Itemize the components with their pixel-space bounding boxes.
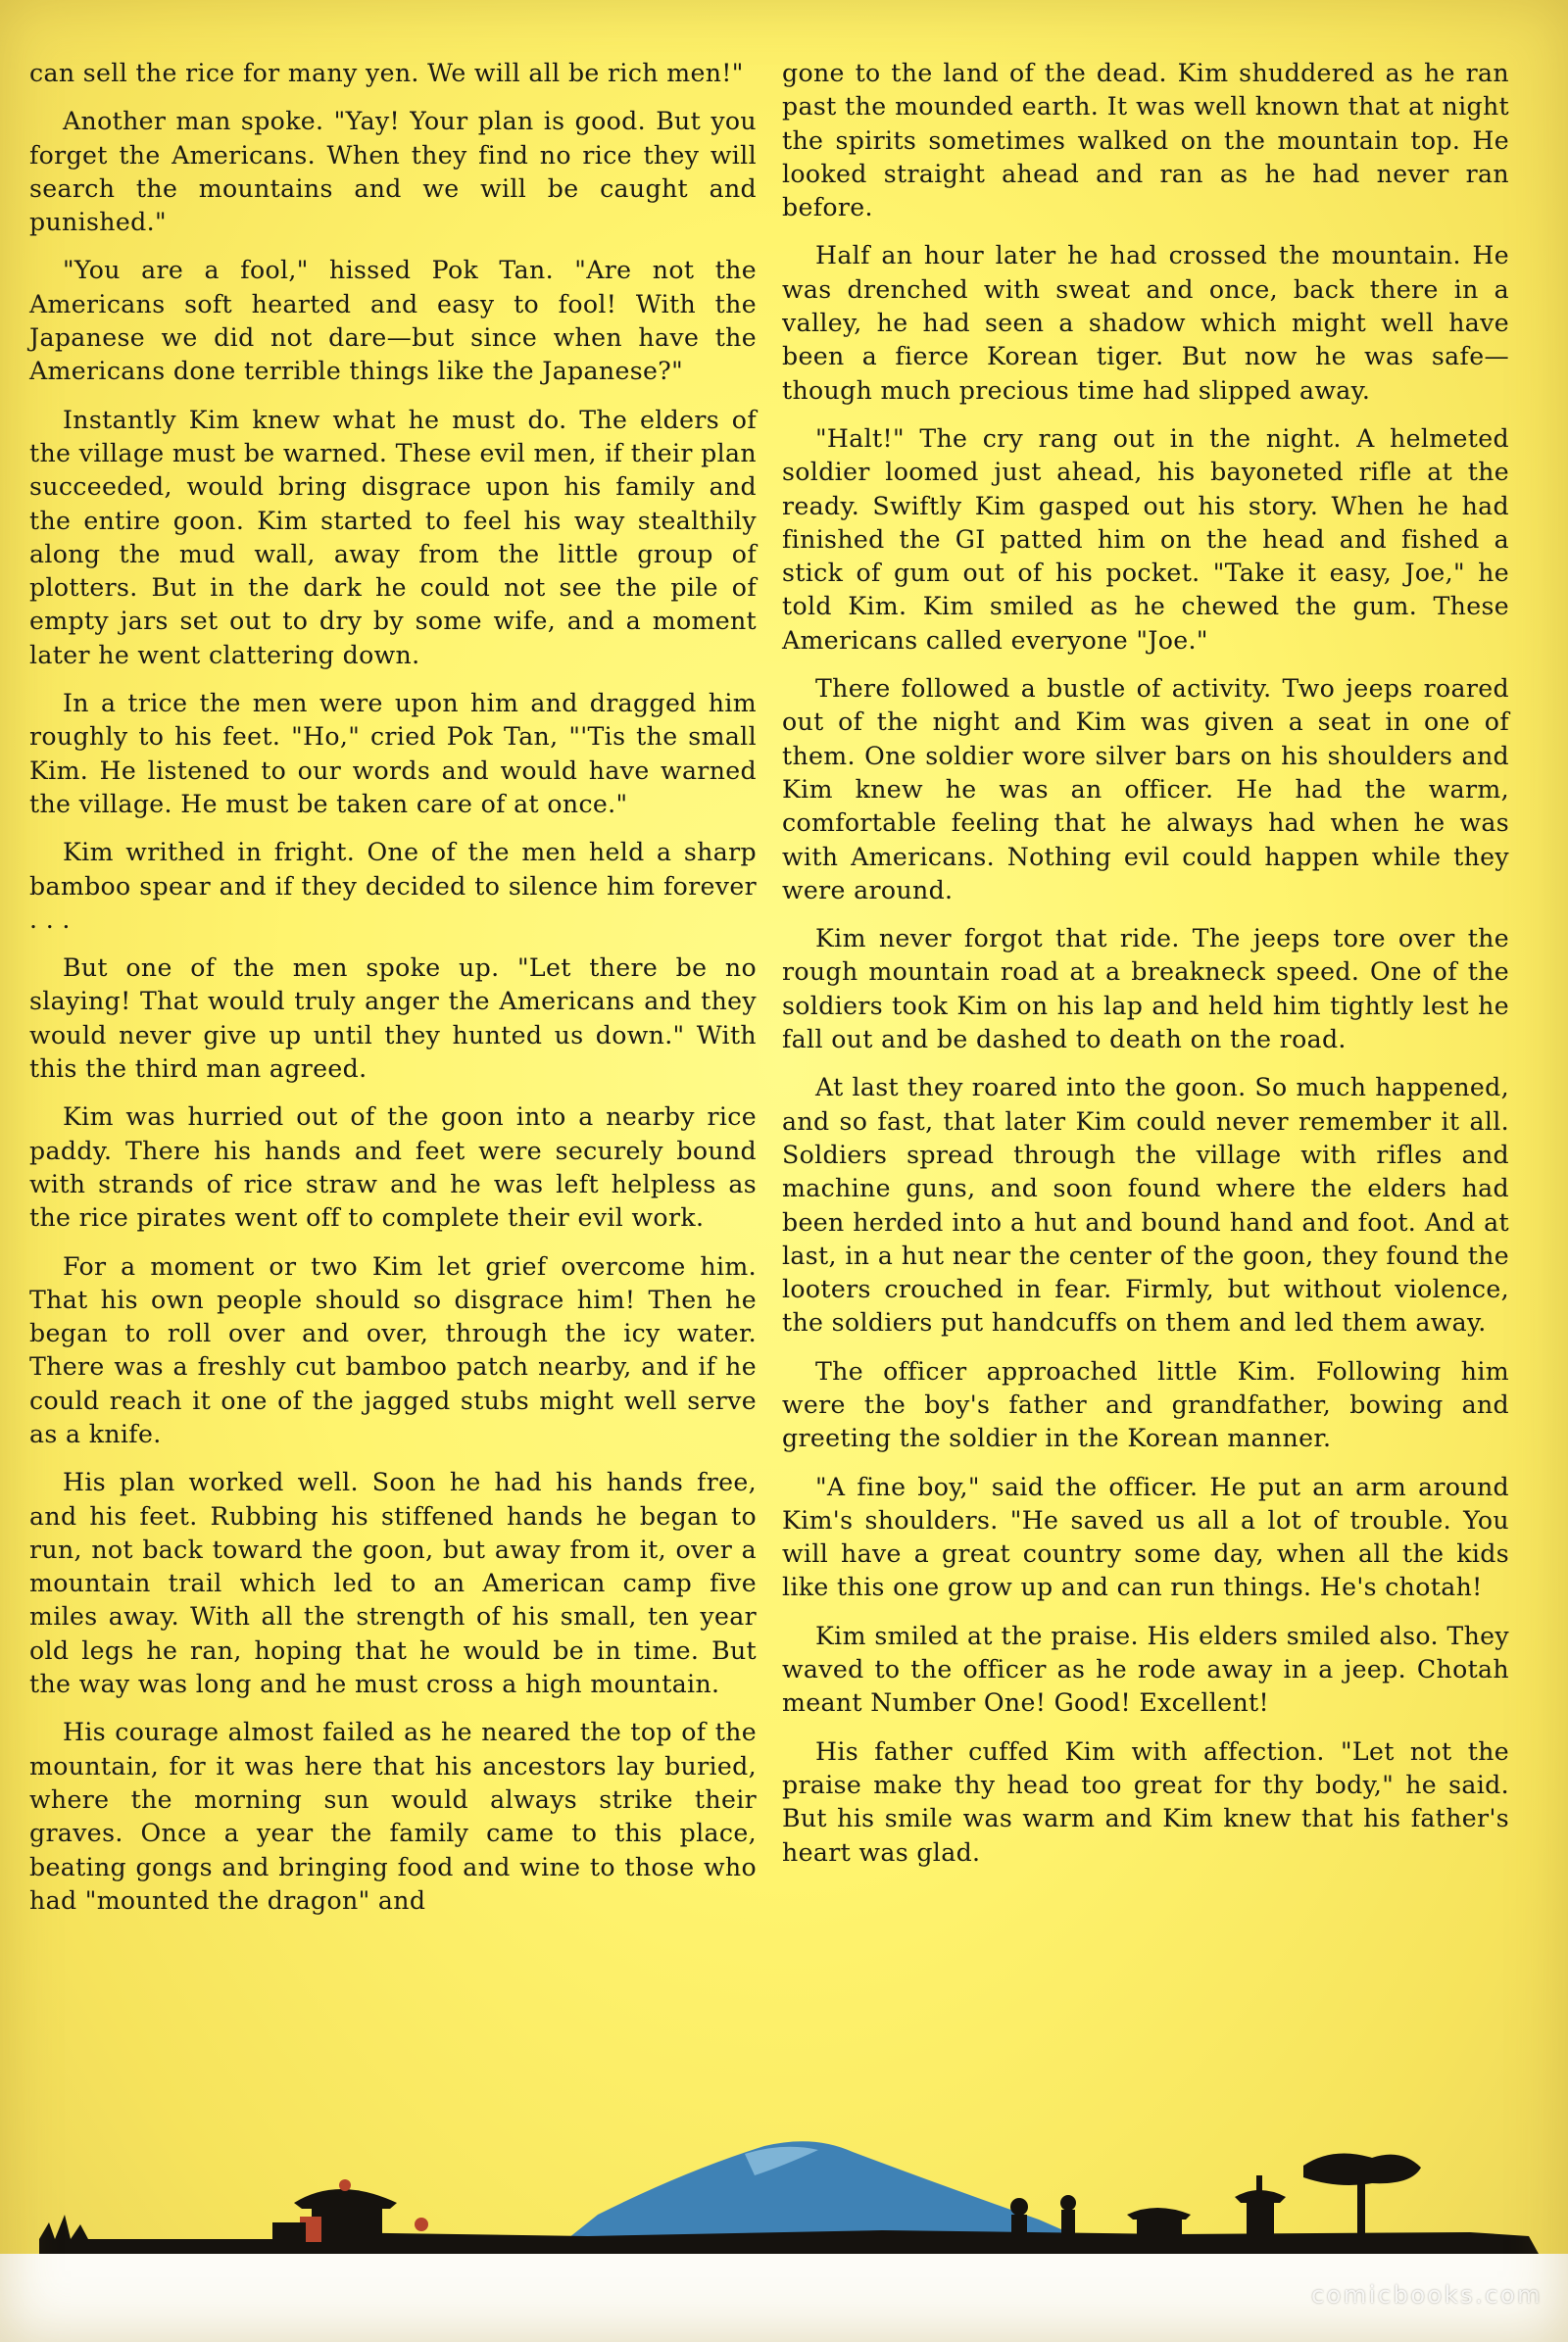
korean-landscape-illustration <box>0 2107 1568 2254</box>
watermark: comicbooks.com <box>1310 2281 1543 2309</box>
paragraph: The officer approached little Kim. Following him were the boy's father and grandfather, bowing and greeting the soldier in the Korean manner. <box>782 1356 1509 1453</box>
paragraph: In a trice the men were upon him and dragged him roughly to his feet. "Ho," cried Pok Tan, "'Tis the small Kim. He listened to our words and would have warned the village. He must be taken care of at once." <box>29 689 757 818</box>
paragraph: gone to the land of the dead. Kim shuddered as he ran past the mounded earth. It was well known that at night the spirits sometimes walked on the mountain top. He looked straight ahead and ran as he had never ran before. <box>782 59 1509 222</box>
paragraph: For a moment or two Kim let grief overcome him. That his own people should so disgrace him! Then he began to roll over and over, through the icy water. There was a freshly cut bamboo patch nearby, and if he could reach it one of the jagged stubs might well serve as a knife. <box>29 1251 757 1448</box>
right-text-column <box>782 57 1509 1884</box>
paragraph: can sell the rice for many yen. We will all be rich men!" <box>29 59 744 87</box>
paragraph: But one of the men spoke up. "Let there be no slaying! That would truly anger the Americans and they would never give up until they hunted us down." With this the third man agreed. <box>29 953 757 1084</box>
paragraph: Kim was hurried out of the goon into a nearby rice paddy. There his hands and feet were securely bound with strands of rice straw and he was left helpless as the rice pirates went off to complete their evil work. <box>29 1102 757 1233</box>
paragraph: Kim smiled at the praise. His elders smiled also. They waved to the officer as he rode away in a jeep. Chotah meant Number One! Good! Excellent! <box>782 1621 1509 1718</box>
paragraph: There followed a bustle of activity. Two jeeps roared out of the night and Kim was given a seat in one of them. One soldier wore silver bars on his shoulders and Kim knew he was an officer. He had the warm, comfortable feeling that he always had when he was with Americans. Nothing evil could happen while they were around. <box>782 674 1509 904</box>
paragraph: Kim never forgot that ride. The jeeps tore over the rough mountain road at a breakneck speed. One of the soldiers took Kim on his lap and held him tightly lest he fall out and be dashed to death on the road. <box>782 924 1509 1054</box>
left-text-column <box>29 57 757 1932</box>
paragraph: Instantly Kim knew what he must do. The elders of the village must be warned. These evil men, if their plan succeeded, would bring disgrace upon his family and the entire goon. Kim started to feel his way stealthily along the mud wall, away from the little group of plotters. But in the dark he could not see the pile of empty jars set out to dry by some wife, and a moment later he went clattering down. <box>29 405 757 669</box>
paragraph: "You are a fool," hissed Pok Tan. "Are not the Americans soft hearted and easy to fool! With the Japanese we did not dare—but since when have the Americans done terrible things like the Japanese?" <box>29 256 757 386</box>
paragraph: Another man spoke. "Yay! Your plan is good. But you forget the Americans. When they find no rice they will search the mountains and we will be caught and punished." <box>29 107 757 237</box>
house-silhouette <box>272 2179 397 2242</box>
paragraph: Kim writhed in fright. One of the men held a sharp bamboo spear and if they decided to silence him forever . . . <box>29 838 757 934</box>
tree-silhouette <box>1303 2154 1421 2241</box>
paragraph: Half an hour later he had crossed the mountain. He was drenched with sweat and once, back there in a valley, he had seen a shadow which might well have been a fierce Korean tiger. But now he was safe—though much precious time had slipped away. <box>782 241 1509 405</box>
paragraph: At last they roared into the goon. So much happened, and so fast, that later Kim could never remember it all. Soldiers spread through the village with rifles and machine guns, and soon found where the elders had been herded into a hut and bound hand and foot. And at last, in a hut near the center of the goon, they found the looters crouched in fear. Firmly, but without violence, the soldiers put handcuffs on them and led them away. <box>782 1073 1509 1338</box>
pagoda-silhouette <box>1127 2175 1286 2241</box>
paragraph: His father cuffed Kim with affection. "Let not the praise make thy head too great for thy body," he said. But his smile was warm and Kim knew that his father's heart was glad. <box>782 1736 1509 1867</box>
paragraph: His plan worked well. Soon he had his hands free, and his feet. Rubbing his stiffened hands he began to run, not back toward the goon, but away from it, over a mountain trail which led to an American camp five miles away. With all the strength of his small, ten year old legs he ran, hoping that he would be in time. But the way was long and he must cross a high mountain. <box>29 1468 757 1699</box>
paragraph: "Halt!" The cry rang out in the night. A helmeted soldier loomed just ahead, his bayoneted rifle at the ready. Swiftly Kim gasped out his story. When he had finished the GI patted him on the head and fished a stick of gum out of his pocket. "Take it easy, Joe," he told Kim. Kim smiled as he chewed the gum. These Americans called everyone "Joe." <box>782 423 1509 655</box>
paragraph: His courage almost failed as he neared the top of the mountain, for it was here that his ancestors lay buried, where the morning sun would always strike their graves. Once a year the family came to this place, beating gongs and bringing food and wine to those who had "mounted the dragon" and <box>29 1718 757 1915</box>
paragraph: "A fine boy," said the officer. He put an arm around Kim's shoulders. "He saved us all a lot of trouble. You will have a great country some day, when all the kids like this one grow up and can run things. He's chotah! <box>782 1472 1509 1602</box>
